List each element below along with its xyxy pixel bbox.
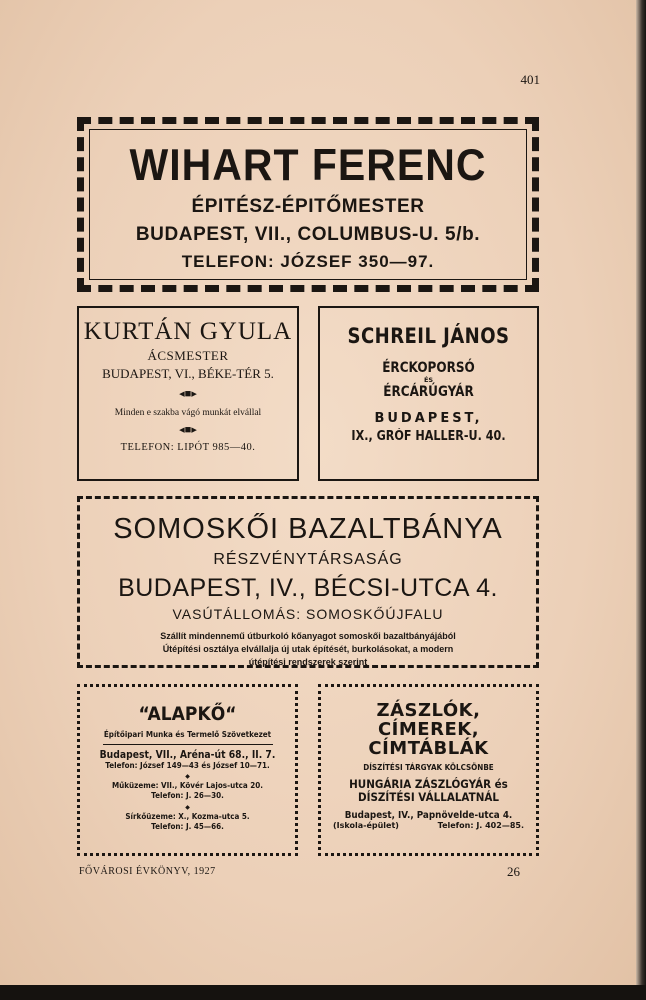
ad-alapko [77,684,298,856]
zaszlo-rental: DÍSZÍTÉSI TÁRGYAK KÖLCSÖNBE [363,763,494,772]
schreil-address: IX., GRÓF HALLER-U. 40. [351,429,506,444]
ornament-icon: ◂■▸ [179,388,197,400]
zaszlo-company-2: DÍSZÍTÉSI VÁLLALATNÁL [358,790,499,804]
zaszlo-title-1: ZÁSZLÓK, [376,700,481,721]
schreil-title: SCHREIL JÁNOS [347,324,510,348]
kurtan-address: BUDAPEST, VI., BÉKE-TÉR 5. [102,366,274,381]
bazalt-subtitle: RÉSZVÉNYTÁRSASÁG [213,551,403,568]
alapko-stone-telephone: Telefon: J. 45—66. [151,822,224,831]
bazalt-station: VASÚTÁLLOMÁS: SOMOSKŐÚJFALU [172,606,444,622]
bazalt-description [98,630,518,669]
ad-wihart-ferenc [77,117,539,292]
zaszlo-title-2: CÍMEREK, [377,719,480,740]
ornament-icon: ◂■▸ [179,424,197,436]
diamond-icon: ◆ [185,773,190,780]
zaszlo-title-3: CÍMTÁBLÁK [368,738,489,759]
kurtan-telephone: TELEFON: LIPÓT 985—40. [120,442,256,453]
ad-wihart-inner-frame [89,129,527,280]
zaszlo-company-1: HUNGÁRIA ZÁSZLÓGYÁR és [349,777,508,791]
bazalt-address: BUDAPEST, IV., BÉCSI-UTCA 4. [118,574,498,602]
zaszlo-telephone: Telefon: J. 402—85. [437,821,524,830]
footer-publication: FŐVÁROSI ÉVKÖNYV, 1927 [79,866,216,877]
ad-schreil-janos [318,306,539,481]
schreil-line1: ÉRCKOPORSÓ [382,360,475,376]
ad-somoskoi-bazaltbanya [77,496,539,668]
zaszlo-building: (Iskola-épület) [333,821,399,830]
kurtan-title: KURTÁN GYULA [83,318,293,345]
wihart-telephone: TELEFON: JÓZSEF 350—97. [181,252,435,271]
zaszlo-address: Budapest, IV., Papnövelde-utca 4. [344,810,513,821]
zaszlo-contact-row [321,821,536,830]
alapko-subtitle: Építőipari Munka és Termelő Szövetkezet [103,730,272,739]
schreil-line2: ÉRCÁRÚGYÁR [383,384,474,400]
page-edge-right [636,0,646,1000]
ad-zaszlok [318,684,539,856]
bazalt-title: SOMOSKŐI BAZALTBÁNYA [113,513,503,545]
wihart-address: BUDAPEST, VII., COLUMBUS-U. 5/b. [135,224,481,245]
page-number: 401 [520,72,540,87]
bazalt-text-2: Útépítési osztálya elvállalja új utak építését, burkolásokat, a modern [162,644,454,654]
alapko-stone: Sírkőüzeme: X., Kozma-utca 5. [125,812,250,821]
page-edge-bottom [0,985,646,1000]
schreil-conj: ÉS [423,376,434,384]
footer-number: 26 [507,864,520,879]
bazalt-text-3: útépítési rendszerek szerint [248,657,368,667]
alapko-title: “ALAPKŐ“ [138,703,237,725]
kurtan-description: Minden e szakba vágó munkát elvállal [114,408,262,418]
wihart-subtitle: ÉPITÉSZ-ÉPITŐMESTER [191,196,425,217]
alapko-plant: Műküzeme: VII., Kövér Lajos-utca 20. [111,781,264,790]
alapko-address: Budapest, VII., Aréna-út 68., II. 7. [99,749,276,761]
kurtan-role: ÁCSMESTER [147,348,229,363]
diamond-icon: ◆ [185,804,190,811]
divider [103,744,273,745]
wihart-title: WIHART FERENC [129,140,487,190]
bazalt-text-1: Szállít mindennemű útburkoló kőanyagot somoskői bazaltbányájából [160,631,456,641]
alapko-plant-telephone: Telefon: J. 26—30. [151,791,224,800]
schreil-city: BUDAPEST, [374,411,483,426]
ad-kurtan-gyula [77,306,299,481]
alapko-telephone: Telefon: József 149—43 és József 10—71. [105,761,270,770]
